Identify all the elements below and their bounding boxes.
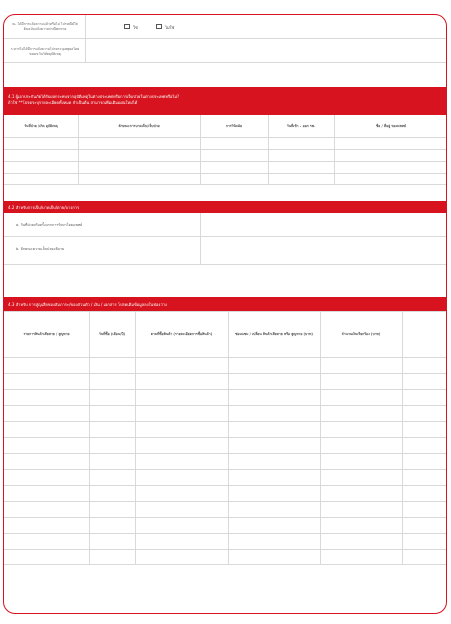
col-claim-amount: จำนวนเงินเรียกร้อง (บาท) bbox=[341, 331, 381, 336]
section-41-table bbox=[4, 115, 447, 185]
divider bbox=[4, 236, 447, 237]
col-purchase-date: วันที่ซื้อ (เดือน/ปี) bbox=[98, 331, 126, 336]
col-diagnosis: การวินิจฉัย bbox=[225, 123, 243, 128]
divider bbox=[4, 469, 447, 470]
reason-label-cell bbox=[4, 39, 86, 62]
col-item-lost: รายการสินค้าเสียหาย / สูญหาย bbox=[23, 331, 70, 336]
section-43-table bbox=[4, 311, 447, 565]
divider bbox=[4, 184, 447, 185]
col-injury-nature: ลักษณะการบาดเจ็บ/เจ็บป่วย bbox=[118, 123, 160, 128]
illness-description-label: b. ลักษณะความเจ็บป่วยอธิบาย bbox=[16, 247, 65, 251]
no-label: ไม่ใช่ bbox=[165, 25, 175, 30]
divider bbox=[4, 533, 447, 534]
claim-form bbox=[3, 14, 447, 614]
divider bbox=[4, 517, 447, 518]
col-purchase-detail: ตามที่ซื้อสินค้า (รายละเอียดการซื้อสินค้า) bbox=[150, 331, 213, 336]
section-42-header bbox=[4, 201, 447, 213]
divider bbox=[4, 564, 447, 565]
divider bbox=[4, 453, 447, 454]
divider bbox=[4, 549, 447, 550]
col-doctor: ชื่อ / ที่อยู่ ของแพทย์ bbox=[375, 123, 407, 128]
divider bbox=[320, 311, 321, 565]
yes-label: ใช่ bbox=[133, 25, 138, 30]
section-43-title: 4.3 สำหรับ การสูญเสียของสัมภาระ/ของส่วนตัว / เงิน / เอกสาร โปรดเติมข้อมูลลงในช่องว่าง bbox=[8, 302, 167, 307]
police-report-label-cell bbox=[4, 15, 86, 38]
divider bbox=[135, 311, 136, 565]
divider bbox=[89, 311, 90, 565]
divider bbox=[4, 437, 447, 438]
illness-description-input[interactable] bbox=[202, 238, 446, 263]
divider bbox=[402, 311, 403, 565]
section-42-table bbox=[4, 213, 447, 265]
col-admission-dates: วันที่เข้า – ออก รพ. bbox=[286, 123, 316, 128]
police-report-row bbox=[4, 15, 447, 39]
section-43-header bbox=[4, 297, 447, 311]
divider bbox=[4, 389, 447, 390]
divider bbox=[334, 115, 335, 185]
divider bbox=[78, 115, 79, 185]
section-41-title: 4.1 ผู้เอาประกันภัยได้รับผลกระทบจากอุบัติเหตุในต่างประเทศหรือการเจ็บป่วยในต่างประเทศหรือไม่? bbox=[8, 94, 180, 99]
divider bbox=[4, 173, 447, 174]
divider bbox=[268, 115, 269, 185]
first-treatment-date-label: a. วันที่ป่วยจริงครั้งแรกการรักษาโดยแพทย์ bbox=[16, 223, 83, 227]
col-repair-cost: ซ่อมแซม / เปลี่ยน สินค้าเสียหาย หรือ สูญหาย (บาท) bbox=[235, 331, 313, 336]
reason-label: ร.หากไม่ได้มีการแจ้งความโปรดระบุเหตุผลโดยขอยกเว้นวิสัยยุบัติเหตุ bbox=[10, 47, 80, 56]
col-illness-date: วันที่ป่วย /เกิด อุบัติเหตุ bbox=[24, 123, 58, 128]
divider bbox=[200, 115, 201, 185]
divider bbox=[4, 137, 447, 138]
divider bbox=[4, 149, 447, 150]
divider bbox=[4, 373, 447, 374]
yes-checkbox[interactable] bbox=[124, 24, 130, 29]
divider bbox=[4, 485, 447, 486]
divider bbox=[4, 161, 447, 162]
reason-row bbox=[4, 39, 447, 63]
section-41-header bbox=[4, 87, 447, 115]
divider bbox=[4, 264, 447, 265]
section-42-title: 4.2 สำหรับการเจ็บ/บาดเจ็บ/ตาย/บางการ bbox=[8, 205, 80, 210]
divider bbox=[4, 501, 447, 502]
divider bbox=[4, 357, 447, 358]
section-41-subtitle: ถ้าใช่ **โปรดระบุรายละเอียดทั้งหมด จำเป็นต้น สามารถเพิ่มเติมแผ่นใหม่ได้ bbox=[8, 100, 138, 105]
divider bbox=[4, 311, 447, 312]
divider bbox=[200, 213, 201, 265]
first-treatment-date-input[interactable] bbox=[202, 214, 446, 235]
divider bbox=[4, 421, 447, 422]
no-checkbox[interactable] bbox=[156, 24, 162, 29]
reason-input[interactable] bbox=[87, 41, 445, 61]
divider bbox=[4, 405, 447, 406]
divider bbox=[228, 311, 229, 565]
police-report-label: ณ. ได้มีการแจ้งความแล้วหรือไม่ ไปรษณีย์ใส่ต้นฉบับแจ้งความกรณีตกหาย bbox=[12, 22, 78, 31]
